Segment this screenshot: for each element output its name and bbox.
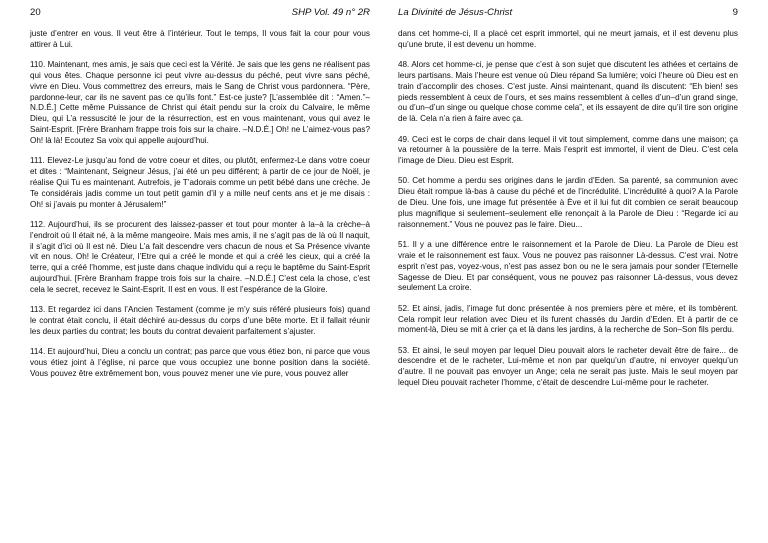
paragraph-51: 51. Il y a une différence entre le raisonnement et la Parole de Dieu. La Parole de Dieu est vraie et le raisonnement est faux. Vous ne pouvez pas raisonner Là-dessus. C’est vrai. Notre esprit n’est pas, voyez-vous, n’est pas assez bon ou ne le sera jamais pour sonder l’Eternelle Sagesse de Dieu. Et par conséquent, vous ne pouvez pas raisonner Là-dessus, vous devez seulement La croire. [398,240,738,293]
left-page-header [30,7,370,29]
paragraph: dans cet homme-ci, Il a placé cet esprit immortel, qui ne meurt jamais, et il est devenu plus qu’une brute, il est devenu un homme. [398,29,738,49]
paragraph-113: 113. Et regardez ici dans l’Ancien Testament (comme je m’y suis référé plusieurs fois) quand le contrat était conclu, il était déchiré au-dessus du corps d’une bête morte. Et il fallait réunir les deux parties du contrat; les bouts du contrat devaient parfaitement s’ajuster. [30,305,370,336]
left-page-body [30,29,370,380]
right-page-header [398,7,738,29]
paragraph-112: 112. Aujourd’hui, ils se procurent des laissez-passer et tout pour monter à la–à la crèche–à l’endroit où Il était né, à la même mangeoire. Mais mes amis, il ne s’agit pas de là où Il naquit, il s’agit d’ici où Il est né. Dieu L’a fait descendre vers chacun de nous et Sa Présence vivante vit en nous. Oh! le Créateur, l’Etre qui a créé le monde et qui a créé les cieux, qui a créé la terre, qui a créé l’homme, est juste dans chaque individu qui a reçu le baptême du Saint-Esprit aujourd’hui. [Frère Branham frappe trois fois sur la chaire. –N.D.É.] C’est cela la chose, c’est cela le secret, recevez le Saint-Esprit. Il est en vous. Il est l’espérance de la Gloire. [30,219,370,294]
paragraph-50: 50. Cet homme a perdu ses origines dans le jardin d’Eden. Sa parenté, sa communion avec Dieu était rompue là-bas à cause du péché et de l’incrédulité. L’incrédulité à quoi? A la Parole de Dieu. Une fois, une image fut présentée à Ève et il lui fut dit combien ce serait beaucoup plus magnifique si seulement–seulement elle renonçait à la Parole de Dieu : “Regarde ici au raisonnement.” Vous ne pouvez pas le faire. Dieu... [398,176,738,229]
paragraph-52: 52. Et ainsi, jadis, l’image fut donc présentée à nos premiers père et mère, et ils tombèrent. Cela rompit leur relation avec Dieu et ils furent chassés du Jardin d’Eden. Et à partir de ce moment-là, Dieu se mit à crier ça et là dans les jardins, à la recherche de Son–Son fils perdu. [398,303,738,335]
right-page [384,0,768,543]
right-running-title: La Divinité de Jésus-Christ [398,7,513,18]
paragraph-48: 48. Alors cet homme-ci, je pense que c’est à son sujet que discutent les athées et certains de leurs partisans. Mais l’heure est venue où Dieu répand Sa lumière; voici l’heure où Dieu est en train d’accomplir des choses. C’est juste. Ainsi maintenant, quand ils discutent: “Eh bien! ses pieds ressemblent à ceux de l’ours, et ses mains ressemblent à celles d’un–d’un grand singe, ou d’un–d’un singe ou quelque chose comme cela”, et ils essayent de dire qu’il tire son origine de là. Cela n’a rien à faire avec ça. [398,60,738,124]
paragraph-110: 110. Maintenant, mes amis, je sais que ceci est la Vérité. Je sais que les gens ne réalisent pas qui vous êtes. Chaque personne ici peut vivre au-dessus du péché, peut vivre sans péché, vivre en Dieu. Vous commettrez des erreurs, mais le Sang de Christ vous pardonnera. “Père, pardonne-leur, car ils ne savent pas ce qu’ils font.” Est-ce juste? [L’assemblée dit : “Amen.”–N.D.É.] Cette même Puissance de Christ qui était pendu sur la croix du Calvaire, le même Dieu, qui L’a ressuscité le jour de la résurrection, est en vous maintenant, vous qui avez le Saint-Esprit. [Frère Branham frappe trois fois sur la chaire. –N.D.É.] Oh! ne L’aimez-vous pas? Oh! là là! Ecoutez Sa voix qui appelle aujourd’hui. [30,60,370,145]
right-page-number: 9 [732,7,738,18]
paragraph-111: 111. Elevez-Le jusqu’au fond de votre coeur et dites, ou plutôt, enfermez-Le dans votre coeur et dites : “Maintenant, Seigneur Jésus, j’ai été un peu différent; à partir de ce jour de Noël, je réalise Qui Tu es maintenant. Autrefois, je T’adorais comme un petit bébé dans une crèche. Je Te considérais jadis comme un tout petit gamin d’il y a mille neuf cents ans et je me disais : Oh! si j’avais pu monter à Jérusalem!” [30,156,370,209]
paragraph-49: 49. Ceci est le corps de chair dans lequel il vit tout simplement, comme dans une maison; ça va retourner à la poussière de la terre. Mais l’esprit est immortel, il vient de Dieu. C’est cela l’image de Dieu. Dieu est Esprit. [398,134,738,166]
right-page-body [398,29,738,389]
paragraph-53: 53. Et ainsi, le seul moyen par lequel Dieu pouvait alors le racheter devait être de faire... de descendre et de le racheter, Lui-même et non par quelqu’un d’autre, ni envoyer quelqu’un d’autre. Il ne pouvait pas envoyer un Ange; cela ne serait pas juste. Mais le seul moyen par lequel Dieu pouvait racheter l’homme, c’était de descendre Lui-même pour le racheter. [398,345,738,388]
left-running-title: SHP Vol. 49 n° 2R [291,7,370,18]
left-page-number: 20 [30,7,41,18]
paragraph-114: 114. Et aujourd’hui, Dieu a conclu un contrat; pas parce que vous étiez bon, ni parce que vous vous étiez joint à l’église, ni parce que vous occupiez une bonne position dans la société. Vous pouvez être extrêmement bon, vous pouvez mener une vie pure, vous pouvez aller [30,347,370,378]
paragraph: juste d’entrer en vous. Il veut être à l’intérieur. Tout le temps, Il vous fait la cour pour vous attirer à Lui. [30,29,370,49]
